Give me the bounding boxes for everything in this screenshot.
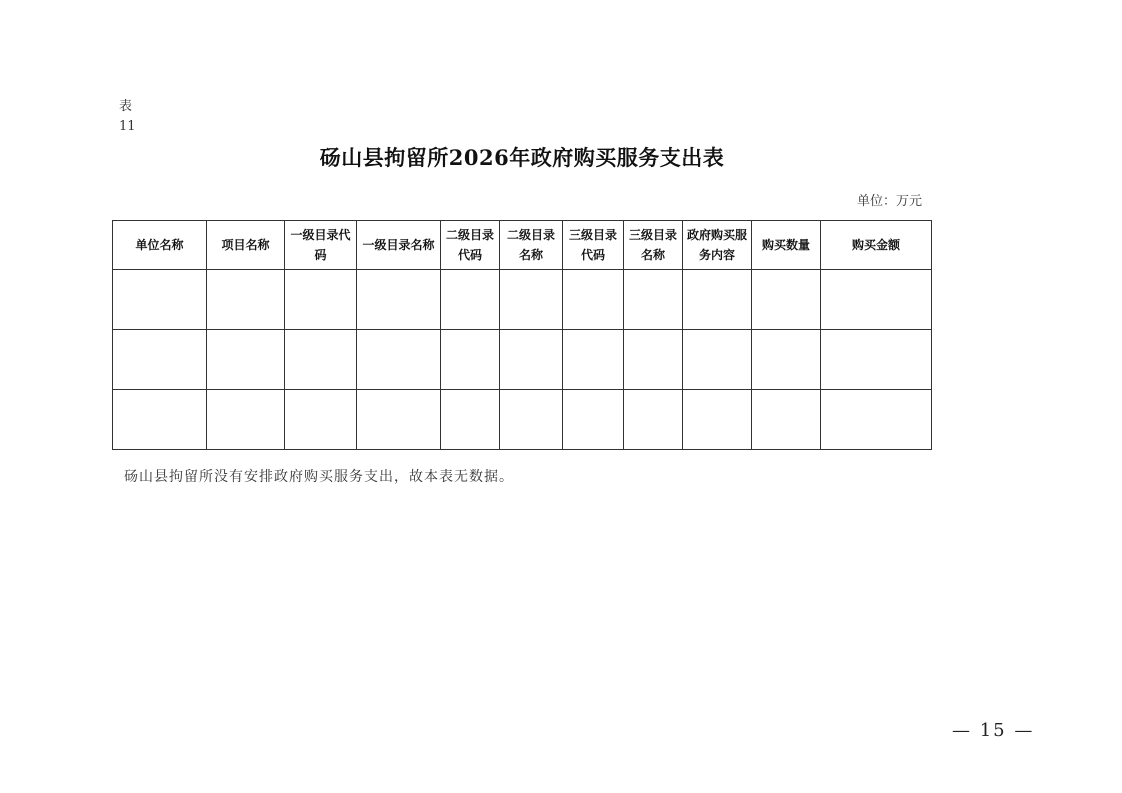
table-cell [624, 270, 683, 330]
table-number-label [119, 97, 139, 137]
table-cell [207, 330, 285, 390]
expenditure-table [112, 220, 932, 450]
table-cell [821, 390, 932, 450]
table-cell [441, 270, 500, 330]
header-level3-name: 三级目录名称 [624, 221, 683, 270]
table-cell [285, 330, 357, 390]
table-cell [285, 270, 357, 330]
table-cell [113, 330, 207, 390]
table-cell [624, 330, 683, 390]
table-cell [624, 390, 683, 450]
unit-label: 单位：万元 [856, 194, 922, 209]
header-amount: 购买金额 [821, 221, 932, 270]
table-row [113, 330, 932, 390]
header-level1-code: 一级目录代码 [285, 221, 357, 270]
page-title: 砀山县拘留所2026年政府购买服务支出表 [319, 145, 725, 170]
table-number: 11 [119, 119, 136, 134]
table-label: 表 [119, 99, 133, 114]
table-cell [563, 390, 624, 450]
table-row [113, 390, 932, 450]
table-cell [752, 390, 821, 450]
header-level1-name: 一级目录名称 [357, 221, 441, 270]
header-level3-code: 三级目录代码 [563, 221, 624, 270]
table-cell [500, 270, 563, 330]
table-cell [821, 270, 932, 330]
table-cell [113, 390, 207, 450]
header-project-name: 项目名称 [207, 221, 285, 270]
table-cell [752, 330, 821, 390]
header-quantity: 购买数量 [752, 221, 821, 270]
table-cell [207, 390, 285, 450]
table-cell [563, 330, 624, 390]
header-service-content: 政府购买服务内容 [683, 221, 752, 270]
table-cell [285, 390, 357, 450]
table-cell [563, 270, 624, 330]
table-cell [683, 330, 752, 390]
table-cell [441, 390, 500, 450]
table-cell [683, 390, 752, 450]
table-cell [113, 270, 207, 330]
table-row [113, 270, 932, 330]
table-cell [357, 390, 441, 450]
table-header-row [113, 221, 932, 270]
header-unit-name: 单位名称 [113, 221, 207, 270]
header-level2-name: 二级目录名称 [500, 221, 563, 270]
table-cell [752, 270, 821, 330]
table-cell [500, 330, 563, 390]
table-cell [821, 330, 932, 390]
page-number: — 15 — [952, 720, 1035, 741]
table-cell [357, 270, 441, 330]
no-data-note: 砀山县拘留所没有安排政府购买服务支出，故本表无数据。 [124, 469, 514, 485]
table-cell [683, 270, 752, 330]
table-cell [207, 270, 285, 330]
table-cell [441, 330, 500, 390]
table-cell [500, 390, 563, 450]
header-level2-code: 二级目录代码 [441, 221, 500, 270]
table-cell [357, 330, 441, 390]
